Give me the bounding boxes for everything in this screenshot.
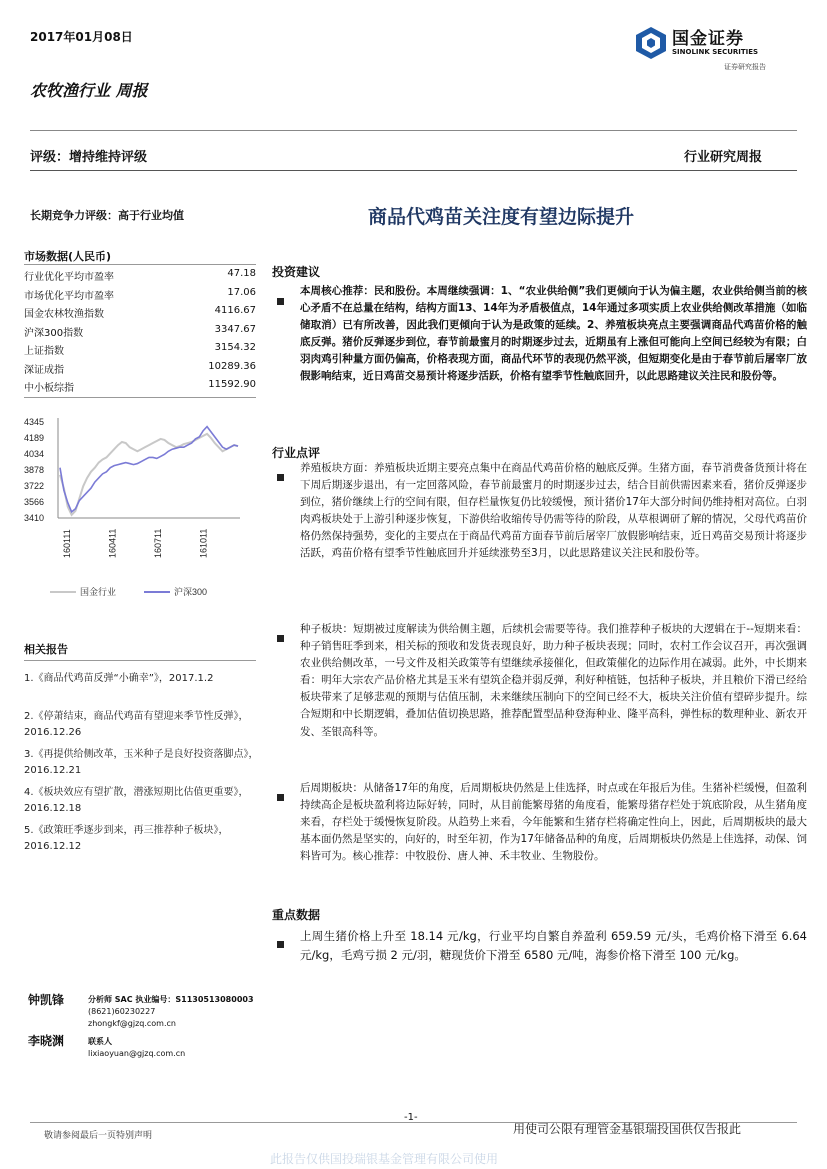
bullet-icon (276, 467, 286, 477)
section-investment: 投资建议 (272, 265, 321, 279)
y-tick-label: 4189 (24, 433, 45, 444)
y-tick-label: 3722 (24, 480, 45, 491)
header-divider-2 (30, 170, 797, 171)
x-tick-label: 161011 (198, 528, 209, 558)
footer-right: 用使司公限有理管金基银瑞投国供仅告报此 (513, 1122, 742, 1136)
related-report-item[interactable]: 5.《政策旺季逐步到来，再三推荐种子板块》，2016.12.12 (24, 825, 229, 852)
market-label: 市场优化平均市盈率 (24, 290, 114, 302)
para-breeding: 养殖板块方面：养殖板块近期主要亮点集中在商品代鸡苗价格的触底反弹。生猪方面，春节消费备货预计将在下周后期逐步退出，有一定回落风险，春节前最蜜月的时期逐步过去，结合目前供需因素来看，猪价反弹逐步到位，猪价继续上行的空间有限，但存栏量恢复仍比较缓慢，预计猪价17年大部分时间仍维持相对高位。白羽肉鸡板块处于上游引种逐步恢复，下游供给收缩传导仍需等待的阶段，从草根调研了解的情况，父母代鸡苗价格仍然保持强势，变化的主要点在于商品代鸡苗方面春节前后屠宰厂放假影响结束，近日鸡苗交易预计将逐步活跃，鸡苗价格有望季节性触底回升并延续涨势至3月，以此思路建议关注民和股份等。 (300, 462, 807, 560)
analyst-name-2: 李晓渊 (28, 1034, 65, 1048)
related-report-item[interactable]: 1.《商品代鸡苗反弹“小确幸”》，2017.1.2 (24, 673, 214, 684)
logo-sub: 证券研究报告 (724, 63, 766, 71)
market-label: 行业优化平均市盈率 (24, 272, 114, 283)
market-row (24, 324, 256, 340)
y-tick-label: 3878 (24, 464, 45, 475)
x-tick-label: 160111 (62, 529, 73, 558)
related-report-item[interactable]: 3.《再提供给侧改革，玉米种子是良好投资落脚点》，2016.12.21 (24, 749, 259, 776)
market-divider-bottom (24, 397, 256, 398)
x-tick-label: 160411 (107, 528, 118, 558)
y-tick-label: 4034 (24, 448, 45, 459)
analyst-name-1: 钟凯锋 (28, 993, 65, 1007)
report-date: 2017年01月08日 (30, 30, 133, 44)
market-label: 国金农林牧渔指数 (24, 309, 104, 320)
x-tick-label: 160711 (153, 528, 164, 558)
market-row (24, 287, 256, 303)
market-value: 47.18 (227, 268, 256, 279)
long-term-rating: 长期竞争力评级：高于行业均值 (30, 209, 184, 222)
related-report-item[interactable]: 2.《停萧结束，商品代鸡苗有望迎来季节性反弹》，2016.12.26 (24, 711, 249, 738)
market-row (24, 342, 256, 358)
market-row (24, 268, 256, 284)
market-value: 3347.67 (214, 323, 256, 335)
page-title: 商品代鸡苗关注度有望边际提升 (368, 206, 635, 228)
watermark: 此报告仅供国投瑞银基金管理有限公司使用 (270, 1152, 499, 1166)
header-divider (30, 130, 797, 131)
page-number: -1- (404, 1112, 418, 1123)
footer-disclaimer: 敬请参阅最后一页特别声明 (44, 1131, 153, 1141)
bullet-icon (276, 291, 286, 301)
y-tick-label: 3566 (24, 496, 45, 507)
market-data-title: 市场数据(人民币) (24, 250, 112, 263)
y-tick-label: 3410 (24, 513, 45, 523)
market-row (24, 379, 256, 395)
legend-label: 国金行业 (80, 587, 117, 597)
index-chart (20, 410, 260, 610)
market-row (24, 361, 256, 377)
series-line-industry (60, 434, 238, 515)
industry-title: 农牧渔行业 周报 (30, 81, 148, 100)
market-label: 上证指数 (24, 346, 64, 357)
y-tick-label: 4345 (24, 417, 45, 427)
market-value: 17.06 (227, 286, 256, 298)
section-key-data: 重点数据 (272, 908, 321, 922)
market-value: 3154.32 (214, 342, 256, 353)
logo-icon (634, 26, 668, 60)
section-review: 行业点评 (272, 446, 321, 460)
market-row (24, 305, 256, 321)
bullet-icon (276, 787, 286, 797)
company-logo (634, 24, 794, 74)
report-type: 行业研究周报 (684, 150, 763, 165)
market-label: 深证成指 (24, 364, 64, 376)
para-post-cycle: 后周期板块：从储备17年的角度，后周期板块仍然是上佳选择，时点或在年报后为佳。生猪补栏缓慢，但盈利持续高企是板块盈利将边际好转，同时，从目前能繁母猪的角度看，能繁母猪存栏处于筑底阶段，从生猪角度来看，存栏处于缓慢恢复阶段。从趋势上来看，今年能繁和生猪存栏将确定性向上，因此，后周期板块的最大基本面仍然是坚实的，向好的，时至年初，作为17年储备品种的角度，后周期板块仍然是上佳选择，动保、饲料皆可为。核心推荐：中牧股份、唐人神、禾丰牧业、生物股份。 (300, 782, 807, 863)
analyst-info-2: 联系人 lixiaoyuan@gjzq.com.cn (88, 1037, 186, 1058)
bullet-icon (276, 934, 286, 944)
para-investment (300, 283, 807, 386)
logo-en: SINOLINK SECURITIES (672, 48, 759, 56)
para-investment-text: 本周核心推荐：民和股份。本周继续强调：1、“农业供给侧”我们更倾向于认为偏主题，农业供给侧当前的核心矛盾不在总量在结构，结构方面13、14年为矛盾极值点，14年通过多项实质上农业供给侧改革措施（如临储取消）已有所改善，因此我们更倾向于认为是政策的延续。2、养殖板块亮点主要强调商品代鸡苗价格的触底反弹。猪价反弹逐步到位，春节前最蜜月的时期逐步过去，近期虽有上涨但可能向上空间已经较为有限；白羽肉鸡引种量方面仍偏高，价格表现方面，商品代环节的表现仍然平淡，但短期变化是由于春节前后屠宰厂放假影响结束，近日鸡苗交易预计将逐步活跃，价格有望季节性触底回升，以此思路建议关注民和股份等。 (300, 285, 807, 383)
market-divider (24, 264, 256, 265)
legend-label: 沪深300 (174, 587, 208, 597)
logo-name: 国金证券 (672, 29, 744, 49)
para-seeds: 种子板块：短期被过度解读为供给侧主题，后续机会需要等待。我们推荐种子板块的大逻辑在于--短期来看：种子销售旺季到来，相关标的预收和发货表现良好，助力种子板块表现；同时，农村工作会议召开，再次强调农业供给侧改革，一号文件及相关政策等有望继续承接催化，但政策催化的边际作用在减弱。此外，中长期来看：明年大宗农产品价格尤其是玉米有望筑企稳并弱反弹，利好种植链，包括种子板块，并且粮价下滑已经给板块带来了足够悲观的预期与估值压制，未来继续压制向下的空间已经不大，板块关注价值有望碎步提升。综合短期和中长期逻辑，叠加估值切换思路，推荐配置型品种登海种业、隆平高科，弹性标的数理种业、新农开发、荃银高科等。 (300, 623, 807, 738)
market-label: 沪深300指数 (24, 327, 84, 339)
related-title: 相关报告 (24, 643, 68, 656)
related-divider (24, 660, 256, 661)
market-value: 4116.67 (214, 305, 256, 316)
bullet-icon (276, 628, 286, 638)
rating: 评级：增持维持评级 (30, 150, 148, 165)
para-key-data: 上周生猪价格上升至 18.14 元/kg，行业平均自繁自养盈利 659.59 元/头，毛鸡价格下滑至 6.64 元/kg，毛鸡亏损 2 元/羽，糖现货价下滑至 6580 元/吨，海参价格下滑至 100 元/kg。 (300, 929, 807, 962)
analyst-info-1: 分析师 SAC 执业编号：S1130513080003 (8621)60230227 zhongkf@gjzq.com.cn (88, 995, 254, 1028)
related-report-item[interactable]: 4.《板块效应有望扩散，潜涨短期比估值更重要》，2016.12.18 (24, 787, 249, 814)
market-value: 11592.90 (208, 379, 256, 390)
market-label: 中小板综指 (24, 383, 74, 394)
market-value: 10289.36 (208, 360, 256, 372)
